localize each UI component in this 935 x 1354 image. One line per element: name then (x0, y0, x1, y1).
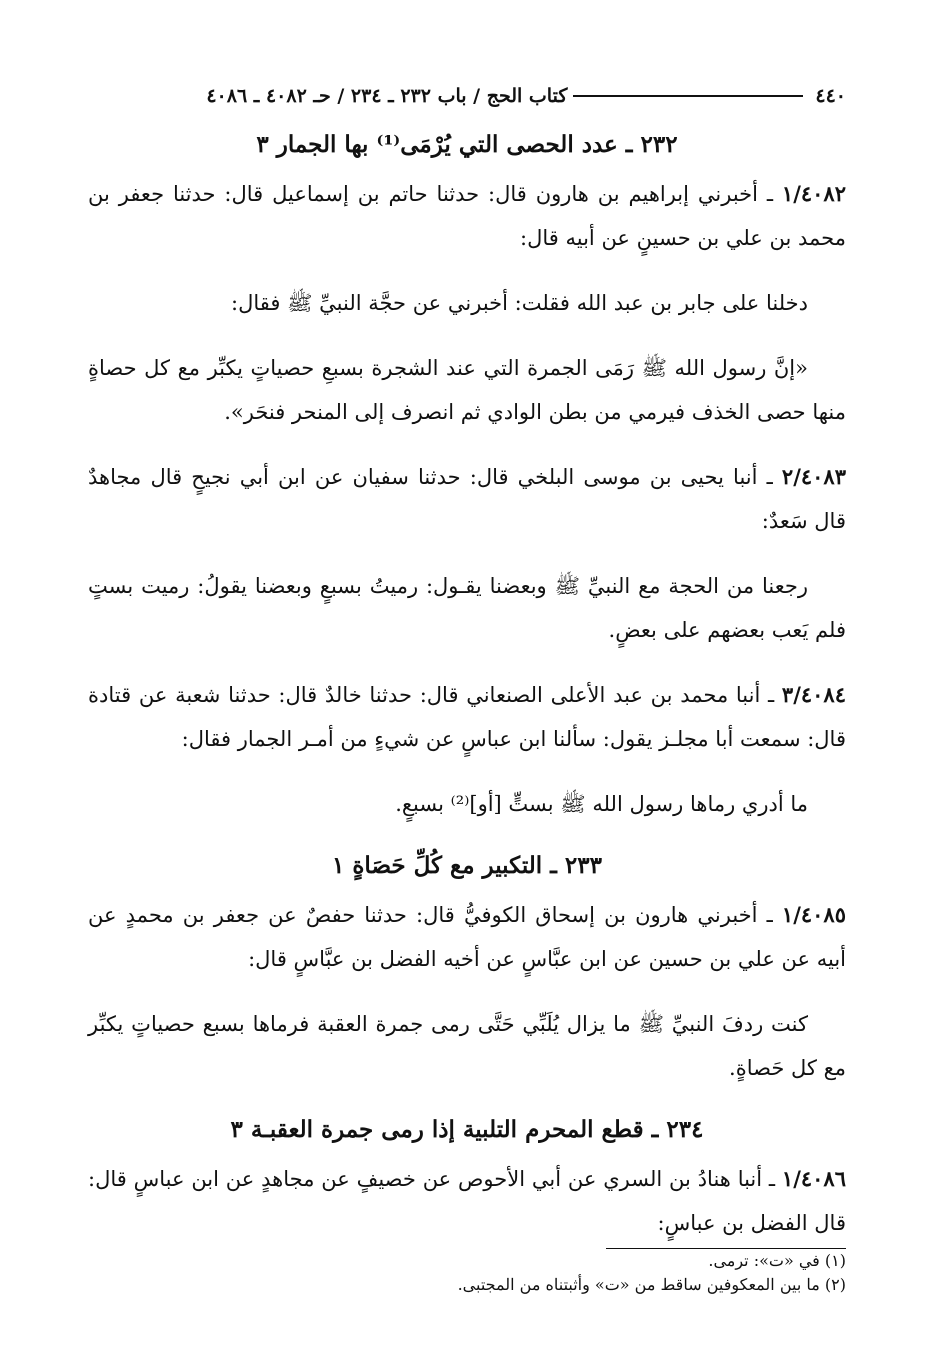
hadith-4084-matn: ما أدري رماها رسول الله ﷺ بستٍّ [أو]⁽²⁾ بسبعٍ. (395, 792, 808, 816)
hadith-4082-narration: دخلنا على جابر بن عبد الله فقلت: أخبرني عن حجَّة النبيِّ ﷺ فقال: (231, 291, 808, 315)
hadith-text: ـ أنبا هنادُ بن السري عن أبي الأحوص عن خصيفٍ عن مجاهدٍ عن ابن عباسٍ قال: قال الفضل بن عباسٍ: (88, 1167, 846, 1235)
hadith-number: ١/٤٠٨٥ (781, 902, 846, 927)
hadith-4084 (88, 673, 846, 761)
hadith-4082 (88, 172, 846, 260)
hadith-text: ـ أخبرني إبراهيم بن هارون قال: حدثنا حاتم بن إسماعيل قال: حدثنا جعفر بن محمد بن علي بن حسينٍ عن أبيه قال: (88, 182, 846, 250)
running-title: كتاب الحج / باب ٢٣٢ ـ ٢٣٤ / حـ ٤٠٨٢ ـ ٤٠٨٦ (206, 85, 568, 107)
hadith-number: ١/٤٠٨٦ (781, 1166, 846, 1191)
hadith-text: ـ أخبرني هارون بن إسحاق الكوفيُّ قال: حدثنا حفصٌ عن جعفر بن محمدٍ عن أبيه عن علي بن حسين عن ابن عبَّاسٍ عن أخيه الفضل بن عبَّاسٍ قال: (88, 903, 846, 971)
hadith-4083-matn: رجعنا من الحجة مع النبيِّ ﷺ وبعضنا يقـول: رميتُ بسبعٍ وبعضنا يقولُ: رميت بستٍ فلم يَعب بعضهم على بعضٍ. (88, 574, 846, 642)
hadith-number: ٢/٤٠٨٣ (781, 464, 846, 489)
page-number: ٤٤٠ (815, 85, 846, 107)
chapter-heading-232: ٢٣٢ ـ عدد الحصى التي يُرْمَى⁽¹⁾ بها الجمار ٣ (256, 131, 678, 158)
hadith-number: ١/٤٠٨٢ (781, 181, 846, 206)
page-body (88, 78, 846, 1266)
running-header (88, 78, 846, 114)
hadith-text: ـ أنبا محمد بن عبد الأعلى الصنعاني قال: حدثنا خالدٌ قال: حدثنا شعبة عن قتادة قال: سمعت أبا مجلـز يقول: سألنا ابن عباسٍ عن شيءٍ من أمـر الجمار فقال: (88, 683, 846, 751)
footnotes (88, 1248, 846, 1297)
hadith-number: ٣/٤٠٨٤ (781, 682, 846, 707)
hadith-4086 (88, 1157, 846, 1245)
hadith-4085-matn: كنت ردفَ النبيِّ ﷺ ما يزال يُلَبِّي حَتَّى رمى جمرة العقبة فرماها بسبع حصياتٍ يكبِّر مع كل حَصاةٍ. (88, 1012, 846, 1080)
footnote-2: (٢) ما بين المعكوفين ساقط من «ت» وأثبتناه من المجتبى. (457, 1275, 846, 1294)
hadith-4083 (88, 455, 846, 543)
footnote-1: (١) في «ت»: ترمى. (708, 1251, 846, 1270)
chapter-heading-234: ٢٣٤ ـ قطع المحرم التلبية إذا رمى جمرة العقبـة ٣ (230, 1116, 704, 1143)
header-rule (573, 95, 803, 97)
hadith-text: ـ أنبا يحيى بن موسى البلخي قال: حدثنا سفيان عن ابن أبي نجيحٍ قال مجاهدٌ قال سَعدٌ: (88, 465, 846, 533)
chapter-heading-233: ٢٣٣ ـ التكبير مع كُلِّ حَصَاةٍ ١ (332, 852, 602, 879)
hadith-4082-matn: «إنَّ رسول الله ﷺ رَمَى الجمرة التي عند الشجرة بسبعِ حصياتٍ يكبِّر مع كل حصاةٍ منها حصى الخذف فيرمي من بطن الوادي ثم انصرف إلى المنحر فنحَر». (88, 356, 846, 424)
hadith-4085 (88, 893, 846, 981)
